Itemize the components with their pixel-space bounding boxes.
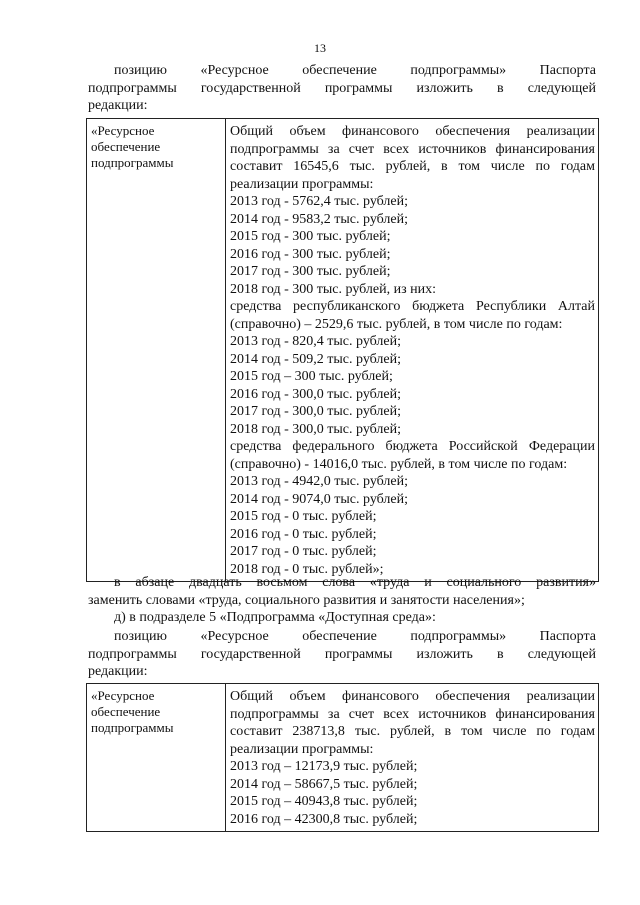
resource-table-1-label [87, 119, 226, 582]
label-line: подпрограммы [91, 155, 174, 170]
year-line: 2017 год - 300 тыс. рублей; [230, 264, 391, 279]
middle-line-2: заменить словами «труда, социального развития и занятости населения»; [88, 592, 525, 608]
middle-line-3: д) в подразделе 5 «Подпрограмма «Доступная среда»: [114, 610, 436, 626]
year-line: 2016 год - 300,0 тыс. рублей; [230, 386, 402, 402]
content-line: реализации программы: [230, 741, 374, 757]
content-line: составит 16545,6 тыс. рублей, в том числе по годам [230, 159, 595, 174]
middle-line-1: в абзаце двадцать восьмом слова «труда и социального развития» [114, 575, 596, 590]
resource-table-2-label [87, 684, 226, 832]
year-line: 2016 год – 42300,8 тыс. рублей; [230, 811, 418, 827]
label-line: обеспечение [91, 139, 161, 154]
year-line: 2013 год – 12173,9 тыс. рублей; [230, 759, 418, 774]
intro-2-line-2: подпрограммы государственной программы изложить в следующей [88, 646, 596, 662]
year-line: 2013 год - 820,4 тыс. рублей; [230, 334, 402, 349]
label-line: «Ресурсное [91, 688, 155, 703]
year-line: 2018 год - 300,0 тыс. рублей; [230, 421, 402, 437]
content-line: подпрограммы за счет всех источников финансирования [230, 706, 595, 722]
year-line: 2017 год - 0 тыс. рублей; [230, 544, 377, 559]
page-number: 13 [314, 41, 326, 55]
resource-table-1-content [226, 119, 599, 582]
intro-paragraph-1 [88, 62, 596, 115]
year-line: 2013 год - 5762,4 тыс. рублей; [230, 194, 409, 209]
intro-1-line-1: позицию «Ресурсное обеспечение подпрограммы» Паспорта [114, 63, 596, 78]
federal-budget-heading: средства федерального бюджета Российской Федерации [230, 439, 595, 454]
intro-2-line-3: редакции: [88, 664, 148, 680]
resource-table-1 [86, 118, 599, 582]
republic-budget-total: (справочно) – 2529,6 тыс. рублей, в том числе по годам: [230, 316, 563, 332]
year-line: 2017 год - 300,0 тыс. рублей; [230, 404, 402, 419]
intro-paragraph-2 [88, 628, 596, 681]
content-line: Общий объем финансового обеспечения реализации [230, 689, 595, 704]
intro-2-line-1: позицию «Ресурсное обеспечение подпрограммы» Паспорта [114, 629, 596, 644]
year-line: 2018 год - 300 тыс. рублей, из них: [230, 281, 437, 297]
year-line: 2014 год - 9074,0 тыс. рублей; [230, 491, 409, 507]
label-line: «Ресурсное [91, 123, 155, 138]
year-line: 2016 год - 300 тыс. рублей; [230, 246, 391, 262]
year-line: 2015 год - 0 тыс. рублей; [230, 509, 377, 524]
content-line: подпрограммы за счет всех источников финансирования [230, 141, 595, 157]
resource-table-2-content [226, 684, 599, 832]
republic-budget-heading: средства республиканского бюджета Республики Алтай [230, 299, 595, 314]
resource-table-2 [86, 683, 599, 832]
year-line: 2016 год - 0 тыс. рублей; [230, 526, 377, 542]
year-line: 2014 год - 9583,2 тыс. рублей; [230, 211, 409, 227]
label-line: подпрограммы [91, 720, 174, 735]
content-line: реализации программы: [230, 176, 374, 192]
content-line: составит 238713,8 тыс. рублей, в том числе по годам [230, 724, 595, 739]
year-line: 2013 год - 4942,0 тыс. рублей; [230, 474, 409, 489]
intro-1-line-3: редакции: [88, 98, 148, 114]
year-line: 2015 год – 300 тыс. рублей; [230, 369, 393, 384]
year-line: 2014 год – 58667,5 тыс. рублей; [230, 776, 418, 792]
intro-1-line-2: подпрограммы государственной программы изложить в следующей [88, 80, 596, 96]
year-line: 2015 год – 40943,8 тыс. рублей; [230, 794, 418, 809]
federal-budget-total: (справочно) - 14016,0 тыс. рублей, в том числе по годам: [230, 456, 568, 472]
middle-paragraph [88, 574, 596, 627]
year-line: 2014 год - 509,2 тыс. рублей; [230, 351, 402, 367]
year-line: 2015 год - 300 тыс. рублей; [230, 229, 391, 244]
content-line: Общий объем финансового обеспечения реализации [230, 124, 595, 139]
label-line: обеспечение [91, 704, 161, 719]
year-line: 2018 год - 0 тыс. рублей»; [230, 561, 384, 577]
